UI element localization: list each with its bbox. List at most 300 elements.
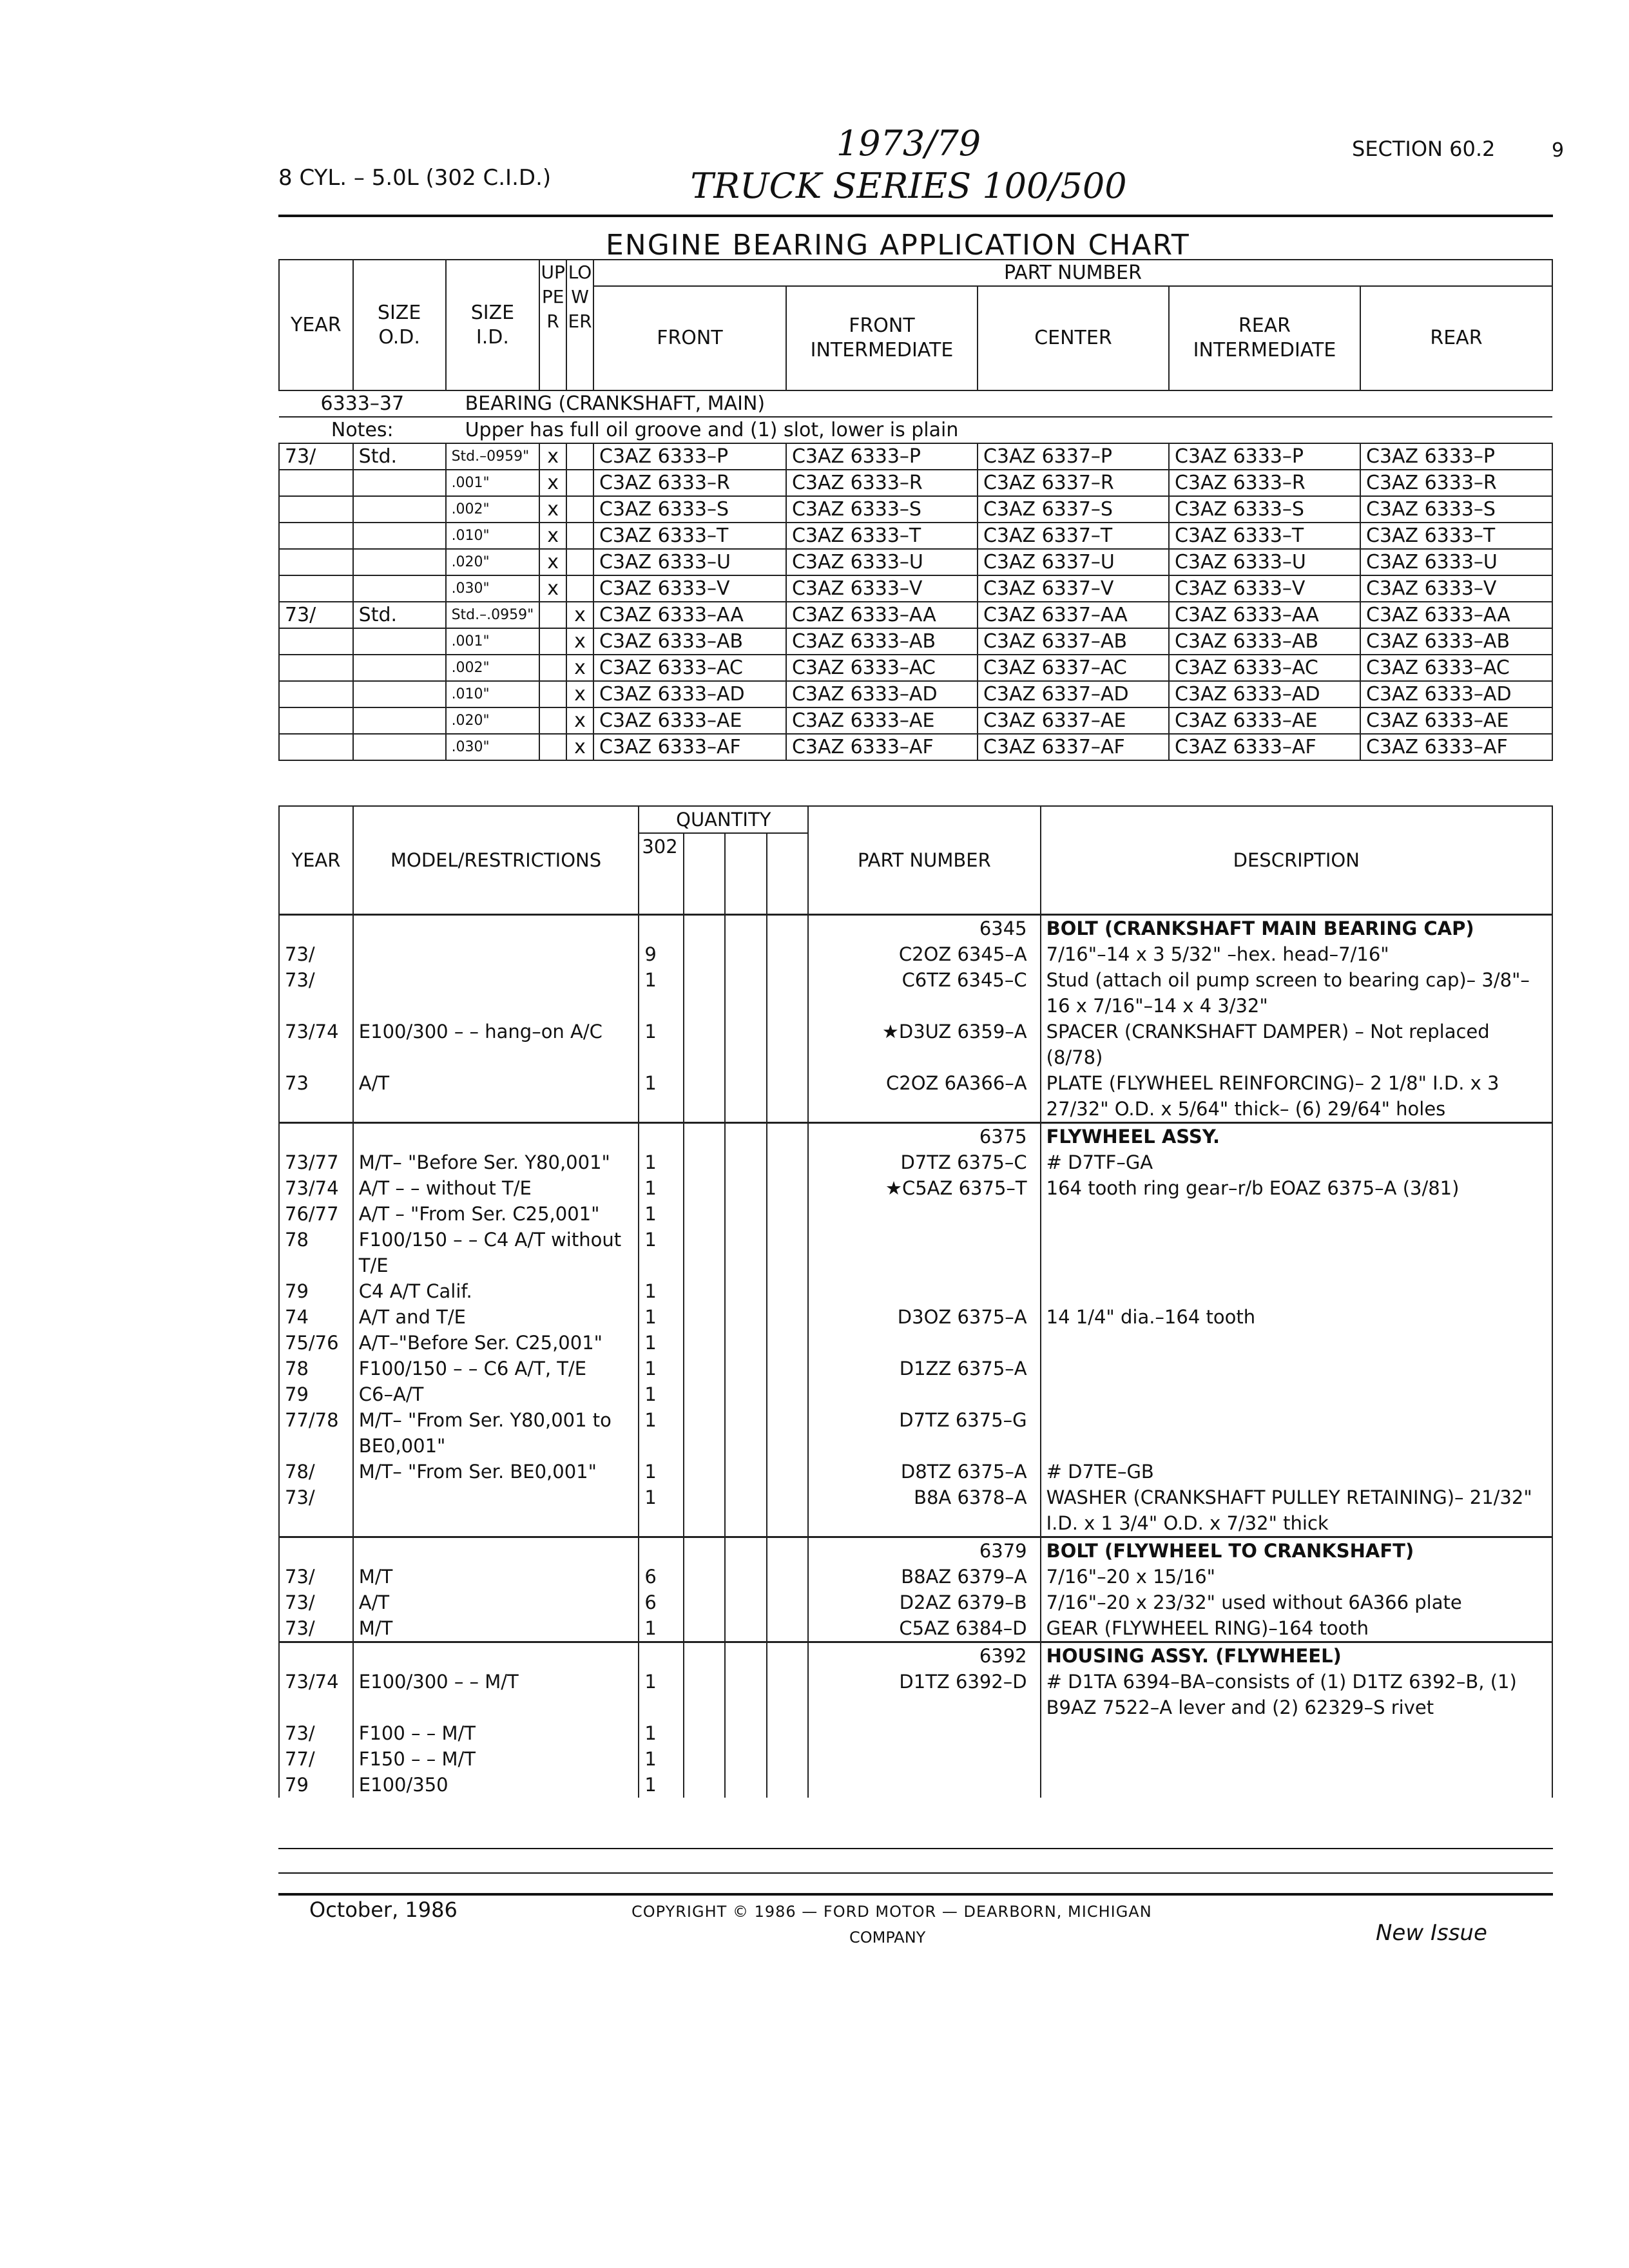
part-row [279,1381,1552,1407]
part-qty: 1 [639,1019,683,1070]
part-qty: 1 [639,1278,683,1304]
qty-blank [767,1407,809,1459]
part-number: D1TZ 6392–D [808,1669,1040,1720]
part-year: 78 [279,1356,353,1381]
col-qty-blank [684,833,726,915]
bearing-cell-front-int: C3AZ 6333–U [786,549,978,575]
col-upper: UPPER [539,260,566,390]
qty-blank [767,1564,809,1590]
group-title: BOLT (FLYWHEEL TO CRANKSHAFT) [1041,1537,1552,1564]
part-number [808,1381,1040,1407]
qty-blank [684,1278,726,1304]
bearing-cell-front: C3AZ 6333–T [593,523,786,549]
bearing-cell-lower: x [566,734,593,760]
bearing-row [279,549,1552,575]
bearing-cell-rear: C3AZ 6333–AB [1360,628,1552,655]
qty-blank [725,1304,767,1330]
footer-copyright: COPYRIGHT © 1986 — FORD MOTOR — DEARBORN, MICHIGAN [631,1903,1152,1921]
basic-part-row [279,390,1552,417]
bearing-cell-rear-int: C3AZ 6333–AB [1169,628,1360,655]
bearing-cell-center: C3AZ 6337–AA [978,602,1169,628]
group-header-spacer [279,1123,353,1150]
qty-blank [767,1019,809,1070]
bearing-cell-center: C3AZ 6337–T [978,523,1169,549]
qty-blank [684,1407,726,1459]
part-model: E100/350 [353,1772,639,1798]
bearing-cell-od [353,734,446,760]
part-row [279,1201,1552,1227]
bearing-cell-year [279,549,353,575]
part-row [279,1227,1552,1278]
bearing-cell-id: .001" [446,628,540,655]
part-number: B8AZ 6379–A [808,1564,1040,1590]
qty-blank [684,1330,726,1356]
col-year: YEAR [279,806,353,915]
part-model: E100/300 – – hang–on A/C [353,1019,639,1070]
group-basic-part: 6379 [808,1537,1040,1564]
part-model [353,967,639,1019]
qty-blank [725,1278,767,1304]
bearing-cell-id: .010" [446,681,540,707]
bearing-cell-upper: x [539,496,566,523]
part-number: C6TZ 6345–C [808,967,1040,1019]
bearing-cell-front-int: C3AZ 6333–S [786,496,978,523]
part-qty: 1 [639,1381,683,1407]
part-description [1041,1356,1552,1381]
bearing-cell-center: C3AZ 6337–R [978,470,1169,496]
group-header-spacer [353,1537,639,1564]
bottom-rule [278,1872,1553,1874]
part-year: 77/ [279,1746,353,1772]
qty-blank [684,1149,726,1175]
part-description [1041,1772,1552,1798]
part-year: 79 [279,1278,353,1304]
col-description: DESCRIPTION [1041,806,1552,915]
group-header-spacer [767,915,809,942]
part-description: # D7TF–GA [1041,1149,1552,1175]
group-header-spacer [684,915,726,942]
part-description: WASHER (CRANKSHAFT PULLEY RETAINING)– 21/32" I.D. x 1 3/4" O.D. x 7/32" thick [1041,1485,1552,1537]
col-front-intermediate: FRONT INTERMEDIATE [786,286,978,390]
group-header-spacer [279,915,353,942]
part-description: 7/16"–20 x 23/32" used without 6A366 plate [1041,1590,1552,1615]
bearing-cell-upper: x [539,470,566,496]
part-row [279,1485,1552,1537]
part-number: D1ZZ 6375–A [808,1356,1040,1381]
qty-blank [767,1772,809,1798]
bearing-cell-od [353,707,446,734]
bearing-cell-front-int: C3AZ 6333–AB [786,628,978,655]
bearing-row [279,681,1552,707]
bearing-cell-front-int: C3AZ 6333–P [786,443,978,470]
qty-blank [767,1201,809,1227]
bearing-cell-od: Std. [353,443,446,470]
part-model: A/T–"Before Ser. C25,001" [353,1330,639,1356]
qty-blank [767,1459,809,1485]
part-model: A/T [353,1590,639,1615]
bearing-cell-rear: C3AZ 6333–AE [1360,707,1552,734]
part-model: A/T and T/E [353,1304,639,1330]
bearing-cell-id: .010" [446,523,540,549]
part-number: D2AZ 6379–B [808,1590,1040,1615]
part-year: 73/74 [279,1669,353,1720]
part-year: 73/ [279,1485,353,1537]
qty-blank [684,1746,726,1772]
engine-label: 8 CYL. – 5.0L (302 C.I.D.) [278,165,552,191]
part-row [279,1615,1552,1642]
bearing-cell-lower [566,470,593,496]
part-description: SPACER (CRANKSHAFT DAMPER) – Not replaced (8/78) [1041,1019,1552,1070]
notes-row [279,417,1552,443]
bearing-cell-upper [539,707,566,734]
part-year: 73/ [279,967,353,1019]
qty-blank [725,941,767,967]
group-header-spacer [725,1123,767,1150]
bearing-row [279,628,1552,655]
part-description: GEAR (FLYWHEEL RING)–164 tooth [1041,1615,1552,1642]
bearing-cell-rear-int: C3AZ 6333–S [1169,496,1360,523]
part-model: F150 – – M/T [353,1746,639,1772]
part-year: 73/77 [279,1149,353,1175]
truck-series: TRUCK SERIES 100/500 [690,166,1127,206]
bearing-row [279,734,1552,760]
part-year: 73/74 [279,1175,353,1201]
bearing-cell-lower: x [566,707,593,734]
part-year: 78/ [279,1459,353,1485]
part-row [279,1175,1552,1201]
bearing-cell-front-int: C3AZ 6333–AF [786,734,978,760]
part-row [279,1407,1552,1459]
part-number [808,1720,1040,1746]
qty-blank [684,941,726,967]
bearing-cell-rear: C3AZ 6333–AF [1360,734,1552,760]
qty-blank [684,1459,726,1485]
bearing-cell-rear: C3AZ 6333–AC [1360,655,1552,681]
part-qty: 1 [639,1669,683,1720]
bearing-cell-od [353,470,446,496]
part-year: 73/ [279,1590,353,1615]
part-model: F100 – – M/T [353,1720,639,1746]
qty-blank [684,1669,726,1720]
part-qty: 1 [639,1407,683,1459]
part-year: 75/76 [279,1330,353,1356]
group-title: FLYWHEEL ASSY. [1041,1123,1552,1150]
part-year: 78 [279,1227,353,1278]
bearing-cell-rear-int: C3AZ 6333–U [1169,549,1360,575]
page-number: 9 [1552,139,1565,162]
bearing-cell-front: C3AZ 6333–AC [593,655,786,681]
part-model: M/T [353,1615,639,1642]
part-qty: 1 [639,1615,683,1642]
part-number: ★C5AZ 6375–T [808,1175,1040,1201]
bearing-row [279,523,1552,549]
qty-blank [767,1175,809,1201]
part-number: B8A 6378–A [808,1485,1040,1537]
group-header-spacer [279,1642,353,1669]
bearing-cell-front-int: C3AZ 6333–AD [786,681,978,707]
bearing-cell-rear: C3AZ 6333–R [1360,470,1552,496]
group-header-spacer [684,1123,726,1150]
part-description [1041,1746,1552,1772]
group-header-spacer [767,1642,809,1669]
bearing-cell-lower: x [566,681,593,707]
part-description: 7/16"–20 x 15/16" [1041,1564,1552,1590]
part-qty: 9 [639,941,683,967]
part-number: ★D3UZ 6359–A [808,1019,1040,1070]
part-number: D3OZ 6375–A [808,1304,1040,1330]
qty-blank [767,1278,809,1304]
part-description [1041,1278,1552,1304]
part-row [279,1019,1552,1070]
qty-blank [684,1381,726,1407]
part-row [279,1746,1552,1772]
part-year: 77/78 [279,1407,353,1459]
col-qty-blank [725,833,767,915]
qty-blank [767,1381,809,1407]
bearing-cell-front-int: C3AZ 6333–AA [786,602,978,628]
qty-blank [684,1564,726,1590]
footer-company: COMPANY [849,1928,926,1946]
group-header-spacer [684,1537,726,1564]
qty-blank [725,1356,767,1381]
qty-blank [767,1356,809,1381]
footer-rule [278,1893,1553,1896]
qty-blank [684,1070,726,1123]
part-description [1041,1227,1552,1278]
part-model: C4 A/T Calif. [353,1278,639,1304]
bearing-cell-upper: x [539,443,566,470]
bearing-cell-front: C3AZ 6333–AA [593,602,786,628]
bearing-cell-year: 73/ [279,602,353,628]
bearing-cell-id: .002" [446,496,540,523]
bearing-cell-rear: C3AZ 6333–AD [1360,681,1552,707]
bearing-cell-center: C3AZ 6337–S [978,496,1169,523]
part-qty: 1 [639,1485,683,1537]
bearing-cell-id: Std.–0959" [446,443,540,470]
part-model: E100/300 – – M/T [353,1669,639,1720]
part-number [808,1330,1040,1356]
bearing-cell-front: C3AZ 6333–AB [593,628,786,655]
qty-blank [725,1330,767,1356]
part-row [279,1669,1552,1720]
qty-blank [725,1772,767,1798]
bearing-cell-year [279,681,353,707]
part-description [1041,1720,1552,1746]
part-model: A/T [353,1070,639,1123]
bearing-cell-lower [566,496,593,523]
part-year: 79 [279,1381,353,1407]
qty-blank [767,1149,809,1175]
qty-blank [725,1019,767,1070]
bearing-cell-od [353,628,446,655]
bearing-cell-center: C3AZ 6337–P [978,443,1169,470]
part-model [353,1485,639,1537]
group-header-spacer [767,1537,809,1564]
part-row [279,1149,1552,1175]
group-header-spacer [353,1123,639,1150]
part-qty: 1 [639,1201,683,1227]
part-number [808,1772,1040,1798]
part-description [1041,1407,1552,1459]
part-year: 73/74 [279,1019,353,1070]
col-year: YEAR [279,260,353,390]
group-title: BOLT (CRANKSHAFT MAIN BEARING CAP) [1041,915,1552,942]
part-description: Stud (attach oil pump screen to bearing cap)– 3/8"–16 x 7/16"–14 x 4 3/32" [1041,967,1552,1019]
qty-blank [767,1615,809,1642]
bearing-cell-rear-int: C3AZ 6333–AF [1169,734,1360,760]
part-number: C2OZ 6A366–A [808,1070,1040,1123]
part-row [279,1356,1552,1381]
part-qty: 1 [639,1070,683,1123]
part-qty: 1 [639,967,683,1019]
group-header-spacer [725,1537,767,1564]
notes-label: Notes: [279,417,446,443]
bearing-cell-od [353,575,446,602]
group-basic-part: 6345 [808,915,1040,942]
part-row [279,1772,1552,1798]
part-qty: 6 [639,1590,683,1615]
part-row [279,1459,1552,1485]
part-number [808,1227,1040,1278]
page-title [644,122,1173,207]
group-header-row [279,1537,1552,1564]
part-year: 73/ [279,1615,353,1642]
bearing-cell-rear: C3AZ 6333–T [1360,523,1552,549]
part-description: 14 1/4" dia.–164 tooth [1041,1304,1552,1330]
bearing-cell-rear-int: C3AZ 6333–AC [1169,655,1360,681]
part-qty: 1 [639,1356,683,1381]
part-qty: 6 [639,1564,683,1590]
part-description: 164 tooth ring gear–r/b EOAZ 6375–A (3/81) [1041,1175,1552,1201]
bearing-cell-year [279,470,353,496]
bottom-rule [278,1848,1553,1849]
bearing-cell-id: Std.–.0959" [446,602,540,628]
bearing-cell-upper: x [539,549,566,575]
part-qty: 1 [639,1720,683,1746]
bearing-cell-center: C3AZ 6337–AC [978,655,1169,681]
bearing-cell-year [279,575,353,602]
qty-blank [767,1070,809,1123]
qty-blank [767,1330,809,1356]
col-qty-blank [767,833,809,915]
bearing-cell-front: C3AZ 6333–V [593,575,786,602]
bearing-cell-center: C3AZ 6337–U [978,549,1169,575]
bearing-cell-upper [539,734,566,760]
part-year: 76/77 [279,1201,353,1227]
part-model: F100/150 – – C4 A/T without T/E [353,1227,639,1278]
notes-text: Upper has full oil groove and (1) slot, lower is plain [446,417,1552,443]
col-quantity: QUANTITY [639,806,808,833]
bearing-cell-front: C3AZ 6333–AD [593,681,786,707]
group-header-spacer [639,915,683,942]
col-front: FRONT [593,286,786,390]
part-model: M/T [353,1564,639,1590]
col-center: CENTER [978,286,1169,390]
bearing-cell-lower [566,575,593,602]
group-basic-part: 6392 [808,1642,1040,1669]
part-description [1041,1381,1552,1407]
group-header-spacer [639,1537,683,1564]
section-number: SECTION 60.2 [1352,137,1496,161]
qty-blank [684,1772,726,1798]
bearing-cell-center: C3AZ 6337–AF [978,734,1169,760]
qty-blank [767,967,809,1019]
qty-blank [725,1669,767,1720]
qty-blank [725,1720,767,1746]
part-number [808,1278,1040,1304]
bearing-cell-od: Std. [353,602,446,628]
part-row [279,1070,1552,1123]
part-row [279,1590,1552,1615]
qty-blank [767,1720,809,1746]
part-description [1041,1330,1552,1356]
part-qty: 1 [639,1459,683,1485]
bearing-cell-front: C3AZ 6333–S [593,496,786,523]
qty-blank [684,1227,726,1278]
bearing-cell-year [279,734,353,760]
bearing-cell-od [353,549,446,575]
qty-blank [767,1590,809,1615]
bearing-cell-front-int: C3AZ 6333–T [786,523,978,549]
bearing-cell-lower: x [566,655,593,681]
bearing-cell-front: C3AZ 6333–AF [593,734,786,760]
footer-date: October, 1986 [309,1898,458,1922]
part-description [1041,1201,1552,1227]
part-year: 73/ [279,1720,353,1746]
part-model: M/T– "From Ser. Y80,001 to BE0,001" [353,1407,639,1459]
qty-blank [725,1227,767,1278]
part-number: D8TZ 6375–A [808,1459,1040,1485]
group-title: HOUSING ASSY. (FLYWHEEL) [1041,1642,1552,1669]
bearing-cell-rear: C3AZ 6333–S [1360,496,1552,523]
part-qty: 1 [639,1175,683,1201]
col-part-number: PART NUMBER [593,260,1552,286]
bearing-cell-year [279,655,353,681]
part-qty: 1 [639,1330,683,1356]
qty-blank [684,1304,726,1330]
footer-issue: New Issue [1376,1920,1487,1946]
bearing-cell-id: .002" [446,655,540,681]
basic-part-name: BEARING (CRANKSHAFT, MAIN) [446,390,1552,417]
part-row [279,1278,1552,1304]
bearing-cell-rear-int: C3AZ 6333–AA [1169,602,1360,628]
bearing-cell-id: .030" [446,734,540,760]
qty-blank [725,1407,767,1459]
col-model-restrictions: MODEL/RESTRICTIONS [353,806,639,915]
group-header-spacer [279,1537,353,1564]
bearing-cell-center: C3AZ 6337–AD [978,681,1169,707]
header-rule [278,215,1553,217]
part-description: 7/16"–14 x 3 5/32" –hex. head–7/16" [1041,941,1552,967]
qty-blank [725,1149,767,1175]
group-header-row [279,1642,1552,1669]
part-model: C6–A/T [353,1381,639,1407]
bearing-cell-lower [566,443,593,470]
part-description: # D7TE–GB [1041,1459,1552,1485]
qty-blank [767,1485,809,1537]
col-lower: LOWER [566,260,593,390]
bearing-row [279,443,1552,470]
part-year: 74 [279,1304,353,1330]
qty-blank [684,1019,726,1070]
part-description: # D1TA 6394–BA–consists of (1) D1TZ 6392–B, (1) B9AZ 7522–A lever and (2) 62329–S rivet [1041,1669,1552,1720]
group-header-spacer [684,1642,726,1669]
bearing-cell-upper [539,681,566,707]
group-header-spacer [725,915,767,942]
bearing-cell-od [353,681,446,707]
bearing-cell-lower [566,549,593,575]
qty-blank [725,1746,767,1772]
